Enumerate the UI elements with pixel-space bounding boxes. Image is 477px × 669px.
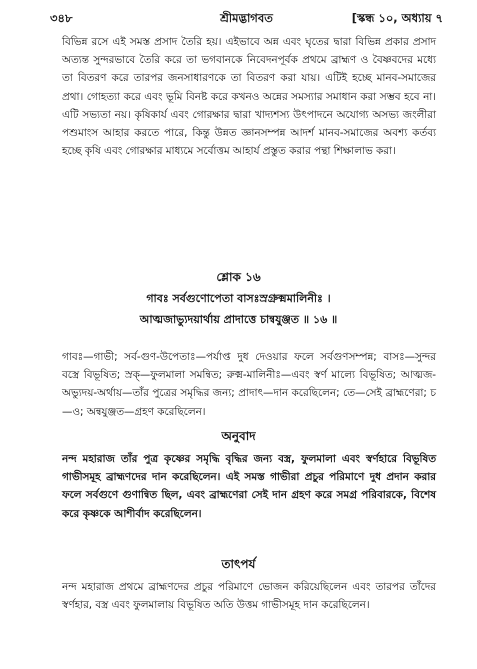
purport-paragraph: নন্দ মহারাজ প্রথমে ব্রাহ্মণদের প্রচুর পরিমাণে ভোজন করিয়েছিলেন এবং তারপর তাঁদের স্বর্ণহার, বস্ত্র এবং ফুলমালায় বিভূষিত অতি উত্তম গাভীসমূহ দান করেছিলেন। bbox=[62, 581, 436, 612]
translation-paragraph: নন্দ মহারাজ তাঁর পুত্র কৃষ্ণের সমৃদ্ধি বৃদ্ধির জন্য বস্ত্র, ফুলমালা এবং স্বর্ণহারে বিভূষিত গাভীসমূহ ব্রাহ্মণদের দান করেছিলেন। এই সমস্ত গাভীরা প্রচুর পরিমাণে দুধ প্রদান করার ফলে সর্বগুণে গুণান্বিত ছিল, এবং ব্রাহ্মণেরা সেই দান গ্রহণ করে সমগ্র পরিবারকে, বিশেষ করে কৃষ্ণকে আশীর্বাদ করেছিলেন। bbox=[62, 453, 436, 520]
verse-line-2: আত্মজাভ্যুদয়ার্থায় প্রাদাত্তে চান্বযুঞ্জত ॥ ১৬ ॥ bbox=[139, 313, 338, 326]
synonyms-paragraph: গাবঃ—গাভী; সর্ব-গুণ-উপেতাঃ—পর্যাপ্ত দুধ দেওয়ার ফলে সর্বগুণসম্পন্ন; বাসঃ—সুন্দর বস্ত্রে বিভূষিত; স্রক্—ফুলমালা সমন্বিত; রুক্ম-মালিনীঃ—এবং স্বর্ণ মাল্যে বিভূষিত; আত্মজ-অভ্যুদয়-অর্থায়—তাঁর পুত্রের সমৃদ্ধির জন্য; প্রাদাৎ—দান করেছিলেন; তে—সেই ব্রাহ্মণেরা; চ—ও; অন্বযুঞ্জত—গ্রহণ করেছিলেন। bbox=[62, 351, 436, 418]
page-header bbox=[50, 10, 443, 28]
verse-line-1: গাবঃ সর্বগুণোপেতা বাসঃস্রগ্রুক্মমালিনীঃ । bbox=[146, 292, 331, 305]
section-reference: [স্কন্ধ ১০, অধ্যায় ৭ bbox=[351, 11, 443, 25]
shloka-title: শ্লোক ১৬ bbox=[216, 270, 261, 284]
translation-heading: অনুবাদ bbox=[221, 429, 256, 443]
book-title: শ্রীমদ্ভাগবত bbox=[220, 11, 273, 25]
purport-continued-paragraph: বিভিন্ন রসে এই সমস্ত প্রসাদ তৈরি হয়। এইভাবে অন্ন এবং ঘৃতের দ্বারা বিভিন্ন প্রকার প্রসাদ অত্যন্ত সুন্দরভাবে তৈরি করে তা ভগবানকে নিবেদনপূর্বক প্রথমে ব্রাহ্মণ ও বৈষ্ণবদের মধ্যে তা বিতরণ করে তারপর জনসাধারণকে তা বিতরণ করা যায়। এটিই হচ্ছে মানব-সমাজের প্রথা। গোহত্যা করে এবং ভূমি বিনষ্ট করে কখনও অন্নের সমস্যার সমাধান করা সম্ভব হবে না। এটি সভ্যতা নয়। কৃষিকার্য এবং গোরক্ষার দ্বারা খাদ্যশস্য উৎপাদনে অযোগ্য অসভ্য জংলীরা পশুমাংস আহার করতে পারে, কিন্তু উন্নত জ্ঞানসম্পন্ন আদর্শ মানব-সমাজের অবশ্য কর্তব্য হচ্ছে কৃষি এবং গোরক্ষার মাধ্যমে সর্বোত্তম আহার্য প্রস্তুত করার পন্থা শিক্ষালাভ করা। bbox=[62, 36, 436, 158]
purport-heading: তাৎপর্য bbox=[221, 557, 256, 571]
page-number: ৩৪৮ bbox=[50, 11, 73, 25]
